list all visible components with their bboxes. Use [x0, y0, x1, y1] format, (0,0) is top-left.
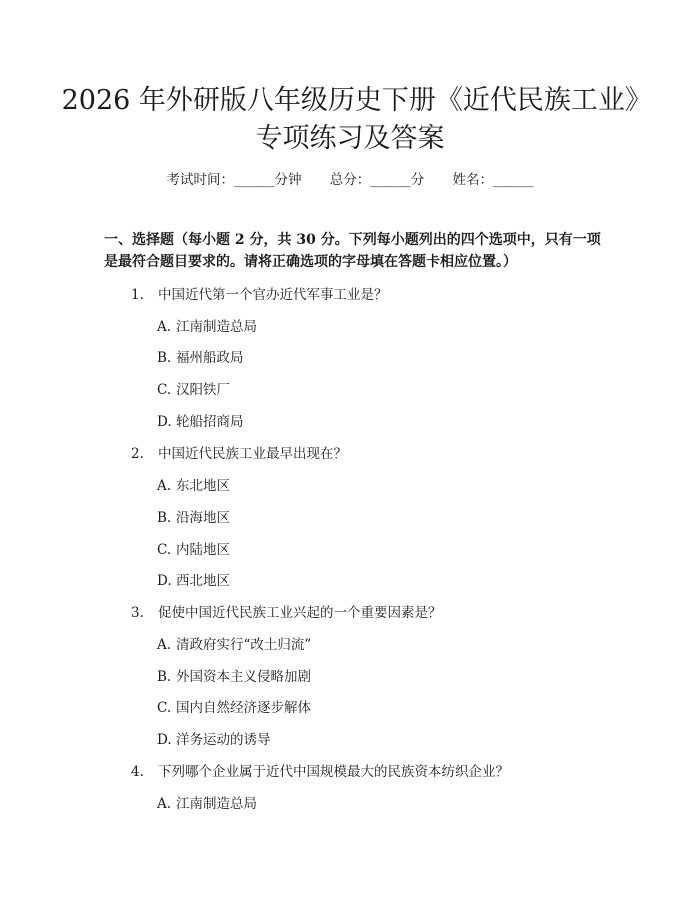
exam-info — [0, 168, 700, 188]
option-text: 外国资本主义侵略加剧 — [176, 669, 311, 685]
option-letter: B. — [157, 669, 172, 685]
option-letter: A. — [157, 637, 172, 653]
question-number: 1. — [131, 287, 144, 303]
option-text: 轮船招商局 — [176, 414, 244, 430]
option-text: 汉阳铁厂 — [176, 382, 230, 398]
option-letter: B. — [157, 510, 172, 526]
option-2c — [157, 538, 230, 558]
question-text: 中国近代第一个官办近代军事工业是？ — [158, 287, 388, 303]
option-3a — [157, 633, 311, 653]
option-text: 沿海地区 — [176, 510, 230, 526]
option-letter: A. — [157, 478, 172, 494]
option-1d — [157, 410, 244, 430]
option-text: 江南制造总局 — [176, 796, 257, 812]
option-letter: C. — [157, 542, 172, 558]
question-2 — [131, 442, 347, 462]
question-text: 促使中国近代民族工业兴起的一个重要因素是？ — [158, 605, 442, 621]
option-text: 洋务运动的诱导 — [176, 732, 271, 748]
option-3d — [157, 728, 271, 748]
option-1a — [157, 315, 257, 335]
question-number: 2. — [131, 446, 144, 462]
option-letter: D. — [157, 573, 172, 589]
exam-time: 考试时间：______分钟 — [166, 172, 302, 188]
option-text: 内陆地区 — [176, 542, 230, 558]
question-text: 中国近代民族工业最早出现在？ — [158, 446, 347, 462]
question-3 — [131, 601, 442, 621]
exam-name: 姓名：______ — [452, 172, 534, 188]
option-3b — [157, 665, 311, 685]
question-number: 3. — [131, 605, 144, 621]
option-letter: B. — [157, 350, 172, 366]
option-1c — [157, 378, 230, 398]
document-title: 2026 年外研版八年级历史下册《近代民族工业》专项练习及答案 — [61, 85, 639, 154]
option-text: 清政府实行“改土归流” — [176, 637, 312, 653]
option-letter: A. — [157, 796, 172, 812]
option-2b — [157, 506, 230, 526]
question-text: 下列哪个企业属于近代中国规模最大的民族资本纺织企业？ — [158, 764, 509, 780]
option-text: 西北地区 — [176, 573, 230, 589]
option-3c — [157, 696, 311, 716]
question-number: 4. — [131, 764, 144, 780]
option-text: 江南制造总局 — [176, 319, 257, 335]
exam-score: 总分：______分 — [329, 172, 425, 188]
option-letter: D. — [157, 414, 172, 430]
option-letter: C. — [157, 382, 172, 398]
option-text: 东北地区 — [176, 478, 230, 494]
option-2d — [157, 569, 230, 589]
option-text: 福州船政局 — [176, 350, 244, 366]
option-text: 国内自然经济逐步解体 — [176, 700, 311, 716]
option-letter: D. — [157, 732, 172, 748]
option-4a — [157, 792, 257, 812]
question-1 — [131, 283, 388, 303]
option-2a — [157, 474, 230, 494]
option-1b — [157, 346, 244, 366]
option-letter: C. — [157, 700, 172, 716]
section-heading: 一、选择题（每小题 2 分，共 30 分。下列每小题列出的四个选项中，只有一项是最符合题目要求的。请将正确选项的字母填在答题卡相应位置。） — [104, 232, 601, 270]
question-4 — [131, 760, 509, 780]
option-letter: A. — [157, 319, 172, 335]
